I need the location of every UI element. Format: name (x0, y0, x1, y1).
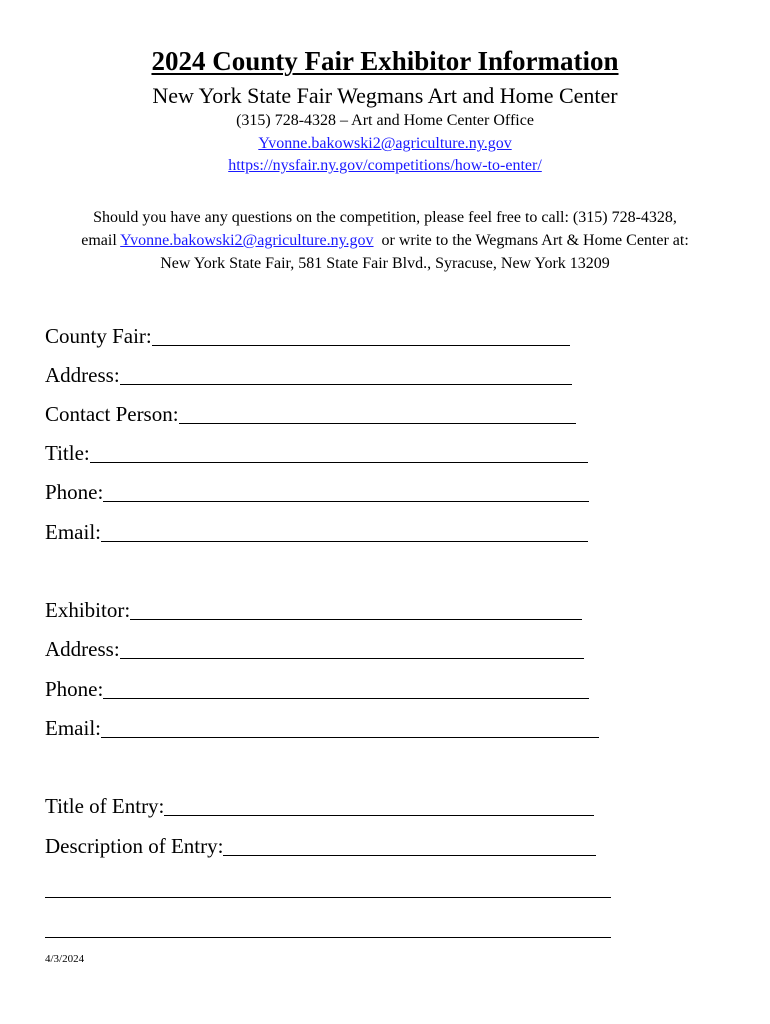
exhibitor-email-field: Email: (45, 716, 599, 741)
county-address-blank[interactable] (120, 366, 572, 385)
county-title-blank[interactable] (90, 444, 588, 463)
exhibitor-address-blank[interactable] (120, 640, 584, 659)
county-phone-blank[interactable] (103, 483, 589, 502)
description-of-entry-field: Description of Entry: (45, 834, 596, 859)
contact-person-blank[interactable] (179, 405, 576, 424)
county-email-field: Email: (45, 520, 588, 545)
website-link[interactable]: https://nysfair.ny.gov/competitions/how-to-enter/ (228, 157, 542, 174)
county-fair-blank[interactable] (152, 327, 570, 346)
contact-line-2: email Yvonne.bakowski2@agriculture.ny.gov or write to the Wegmans Art & Home Center at: (81, 232, 689, 249)
page-title: 2024 County Fair Exhibitor Information (151, 46, 619, 76)
county-email-blank[interactable] (101, 523, 588, 542)
exhibitor-email-blank[interactable] (101, 719, 599, 738)
exhibitor-phone-blank[interactable] (103, 680, 589, 699)
contact-line-1: Should you have any questions on the competition, please feel free to call: (315) 728-4328, (93, 209, 677, 226)
description-line-3[interactable] (45, 937, 611, 938)
contact-person-field: Contact Person: (45, 402, 576, 427)
county-address-field: Address: (45, 363, 572, 388)
description-of-entry-blank[interactable] (223, 837, 596, 856)
contact-email-link[interactable]: Yvonne.bakowski2@agriculture.ny.gov (120, 232, 374, 249)
contact-paragraph (0, 206, 770, 275)
title-of-entry-blank[interactable] (164, 797, 594, 816)
exhibitor-address-field: Address: (45, 637, 584, 662)
exhibitor-blank[interactable] (130, 601, 582, 620)
county-phone-field: Phone: (45, 480, 589, 505)
description-line-2[interactable] (45, 897, 611, 898)
office-phone-line: (315) 728-4328 – Art and Home Center Office (236, 112, 534, 129)
county-fair-field: County Fair: (45, 324, 570, 349)
contact-line-3: New York State Fair, 581 State Fair Blvd., Syracuse, New York 13209 (160, 255, 610, 272)
exhibitor-field: Exhibitor: (45, 598, 582, 623)
title-of-entry-field: Title of Entry: (45, 794, 594, 819)
email-link[interactable]: Yvonne.bakowski2@agriculture.ny.gov (258, 135, 512, 152)
county-title-field: Title: (45, 441, 588, 466)
exhibitor-phone-field: Phone: (45, 677, 589, 702)
revision-date: 4/3/2024 (45, 953, 85, 965)
page-subtitle: New York State Fair Wegmans Art and Home Center (152, 83, 618, 108)
